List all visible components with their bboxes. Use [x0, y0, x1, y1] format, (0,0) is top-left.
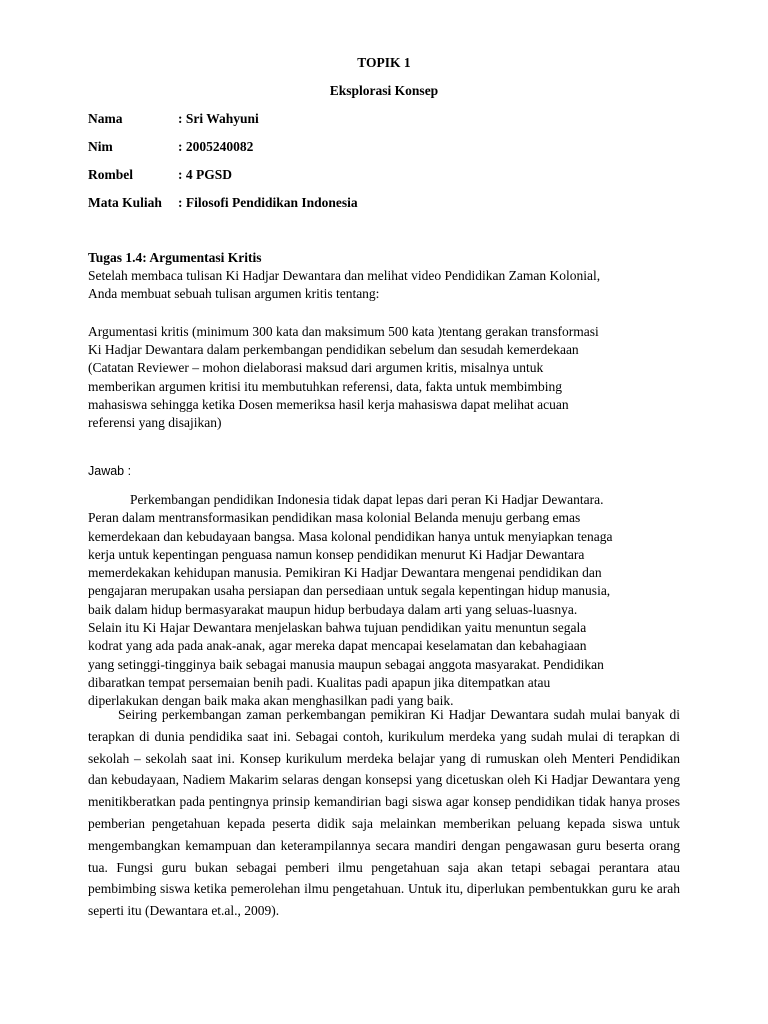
document-subtitle: Eksplorasi Konsep: [329, 83, 439, 98]
answer-paragraph-2: Seiring perkembangan zaman perkembangan pemikiran Ki Hadjar Dewantara sudah mulai banyak di terapkan di dunia pendidika saat ini. Sebagai contoh, kurikulum merdeka yang sudah mulai di terapkan di sekolah – sekolah saat ini. Konsep kurikulum merdeka belajar yang di rumuskan oleh Menteri Pendidikan dan kebudayaan, Nadiem Makarim selaras dengan konsepsi yang dicetuskan oleh Ki Hadjar Dewantara yeng menitikberatkan pada pentingnya prinsip kemandirian bagi siswa agar konsep pendidikan tidak hanya proses pemberian pengetahuan kepada peserta didik saja melainkan memberikan peluang kepada siswa untuk mengembangkan kemampuan dan keterampilannya secara mandiri dengan pengawasan guru beserta orang tua. Fungsi guru bukan sebagai pemberi ilmu pengetahuan saja akan tetapi sebagai perantara atau pembimbing siswa ketika pemerolehan ilmu pengetahuan. Untuk itu, diperlukan pembentukkan guru ke arah seperti itu (Dewantara et.al., 2009).: [88, 707, 680, 919]
info-row-course: [88, 195, 358, 211]
nim-value: : 2005240082: [178, 139, 254, 154]
info-row-nim: [88, 139, 253, 155]
info-row-rombel: [88, 167, 232, 183]
task-intro: Setelah membaca tulisan Ki Hadjar Dewantara dan melihat video Pendidikan Zaman Kolonial, Anda membuat sebuah tulisan argumen kritis tentang:: [88, 268, 601, 302]
document-title: TOPIK 1: [357, 55, 411, 70]
nim-label: Nim: [88, 139, 113, 154]
name-value: : Sri Wahyuni: [178, 111, 259, 126]
task-argument: Argumentasi kritis (minimum 300 kata dan maksimum 500 kata )tentang gerakan transformasi Ki Hadjar Dewantara dalam perkembangan pendidikan sebelum dan sesudah kemerdekaan (Catatan Reviewer – mohon dielaborasi maksud dari argumen kritis, misalnya untuk memberikan argumen kritisi itu membutuhkan referensi, data, fakta untuk membimbing mahasiswa sehingga ketika Dosen memeriksa hasil kerja mahasiswa dapat melihat acuan referensi yang disajikan): [88, 324, 599, 431]
rombel-label: Rombel: [88, 167, 133, 182]
answer-paragraph-1: Perkembangan pendidikan Indonesia tidak dapat lepas dari peran Ki Hadjar Dewantara. Peran dalam mentransformasikan pendidikan masa kolonial Belanda menuju gerbang emas kemerdekaan dan kebudayaan bangsa. Masa kolonal pendidikan hanya untuk menyiapkan tenaga kerja untuk kepentingan penguasa namun konsep pendidikan menurut Ki Hadjar Dewantara memerdekakan kehidupan manusia. Pemikiran Ki Hadjar Dewantara mengenai pendidikan dan pengajaran merupakan usaha persiapan dan persediaan untuk segala kepentingan hidup manusia, baik dalam hidup bermasyarakat maupun hidup berbudaya dalam arti yang seluas-luasnya. Selain itu Ki Hajar Dewantara menjelaskan bahwa tujuan pendidikan yaitu menuntun segala kodrat yang ada pada anak-anak, agar mereka dapat mencapai keselamatan dan kebahagiaan yang setinggi-tingginya baik sebagai manusia maupun sebagai anggota masyarakat. Pendidikan dibaratkan tempat persemaian benih padi. Kualitas padi apapun jika ditempatkan atau diperlakukan dengan baik maka akan menghasilkan padi yang baik.: [88, 492, 613, 709]
answer-label: Jawab :: [88, 464, 132, 478]
rombel-value: : 4 PGSD: [178, 167, 232, 182]
course-value: : Filosofi Pendidikan Indonesia: [178, 195, 358, 210]
course-label: Mata Kuliah: [88, 195, 162, 210]
info-row-name: [88, 111, 259, 127]
name-label: Nama: [88, 111, 123, 126]
task-heading: Tugas 1.4: Argumentasi Kritis: [88, 250, 262, 265]
